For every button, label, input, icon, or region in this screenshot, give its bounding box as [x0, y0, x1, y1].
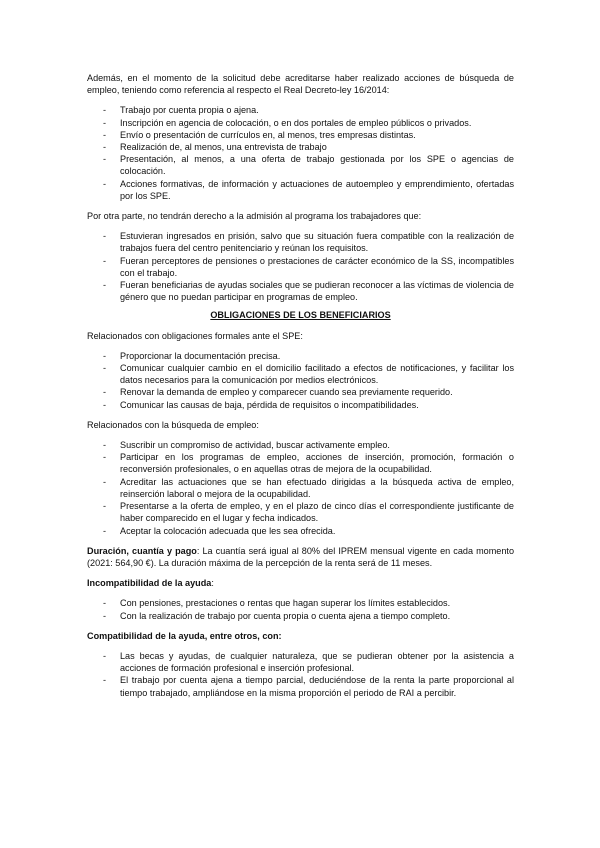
- list-item: - El trabajo por cuenta ajena a tiempo parcial, deduciéndose de la renta la parte proporcional al tiempo trabajado, ampliándose en la misma proporción el periodo de RAI a percibir.: [103, 675, 514, 698]
- acciones-list: [87, 104, 514, 202]
- compatibilidad-heading: Compatibilidad de la ayuda, entre otros, con:: [87, 630, 282, 641]
- intro-paragraph: Además, en el momento de la solicitud debe acreditarse haber realizado acciones de búsqueda de empleo, teniendo como referencia al respecto el Real Decreto-ley 16/2014:: [87, 73, 514, 96]
- list-item: - Trabajo por cuenta propia o ajena.: [103, 105, 259, 116]
- list-item: - Presentación, al menos, a una oferta de trabajo gestionada por los SPE o agencias de colocación.: [103, 154, 514, 177]
- busqueda-intro: Relacionados con la búsqueda de empleo:: [87, 419, 259, 430]
- incompatibilidad-heading: Incompatibilidad de la ayuda:: [87, 578, 214, 589]
- list-item: - Inscripción en agencia de colocación, o en dos portales de empleo públicos o privados.: [103, 117, 472, 128]
- sin-derecho-list: [87, 230, 514, 303]
- list-item: - Fueran beneficiarias de ayudas sociales que se pudieran reconocer a las víctimas de violencia de género que no puedan participar en programas de empleo.: [103, 280, 514, 303]
- list-item: - Presentarse a la oferta de empleo, y en el plazo de cinco días el correspondiente justificante de haber comparecido en el lugar y fecha indicados.: [103, 501, 514, 524]
- list-item: - Participar en los programas de empleo, acciones de inserción, promoción, formación o reconversión profesionales, o en aquellas otras de mejora de la ocupabilidad.: [103, 452, 514, 475]
- formales-list: [87, 350, 514, 411]
- list-item: - Con la realización de trabajo por cuenta propia o cuenta ajena a tiempo completo.: [103, 610, 451, 621]
- list-item: - Comunicar las causas de baja, pérdida de requisitos o incompatibilidades.: [103, 399, 419, 410]
- list-item: - Proporcionar la documentación precisa.: [103, 350, 281, 361]
- duracion-paragraph: Duración, cuantía y pago: La cuantía será igual al 80% del IPREM mensual vigente en cada momento (2021: 564,90 €). La duración máxima de la percepción de la renta será de 11 meses.: [87, 545, 514, 568]
- list-item: - Estuvieran ingresados en prisión, salvo que su situación fuera compatible con la realización de trabajos fuera del centro penitenciario y reúnan los requisitos.: [103, 231, 514, 254]
- list-item: - Suscribir un compromiso de actividad, buscar activamente empleo.: [103, 440, 390, 451]
- document-page: [87, 72, 514, 707]
- list-item: - Realización de, al menos, una entrevista de trabajo: [103, 142, 327, 153]
- list-item: - Comunicar cualquier cambio en el domicilio facilitado a efectos de notificaciones, y facilitar los datos necesarios para la comunicación por medios electrónicos.: [103, 363, 514, 386]
- duracion-label: Duración, cuantía y pago: [87, 545, 197, 556]
- formales-intro: Relacionados con obligaciones formales ante el SPE:: [87, 330, 303, 341]
- list-item: - Las becas y ayudas, de cualquier naturaleza, que se pudieran obtener por la asistencia a acciones de formación profesional e inserción profesional.: [103, 650, 514, 674]
- list-item: - Renovar la demanda de empleo y comparecer cuando sea previamente requerido.: [103, 387, 453, 398]
- list-item: - Acreditar las actuaciones que se han efectuado dirigidas a la búsqueda activa de empleo, reinserción laboral o mejora de la ocupabilidad.: [103, 476, 514, 499]
- list-item: - Con pensiones, prestaciones o rentas que hagan superar los límites establecidos.: [103, 598, 451, 609]
- incompat-list: [87, 597, 514, 621]
- list-item: - Fueran perceptores de pensiones o prestaciones de carácter económico de la SS, incompatibles con el trabajo.: [103, 255, 514, 278]
- sin-derecho-intro: Por otra parte, no tendrán derecho a la admisión al programa los trabajadores que:: [87, 211, 422, 222]
- compat-list: [87, 650, 514, 699]
- obligaciones-heading: OBLIGACIONES DE LOS BENEFICIARIOS: [210, 310, 391, 321]
- busqueda-list: [87, 439, 514, 537]
- list-item: - Acciones formativas, de información y actuaciones de autoempleo y emprendimiento, ofertadas por los SPE.: [103, 178, 514, 201]
- list-item: - Aceptar la colocación adecuada que les sea ofrecida.: [103, 525, 336, 536]
- list-item: - Envío o presentación de currículos en, al menos, tres empresas distintas.: [103, 129, 416, 140]
